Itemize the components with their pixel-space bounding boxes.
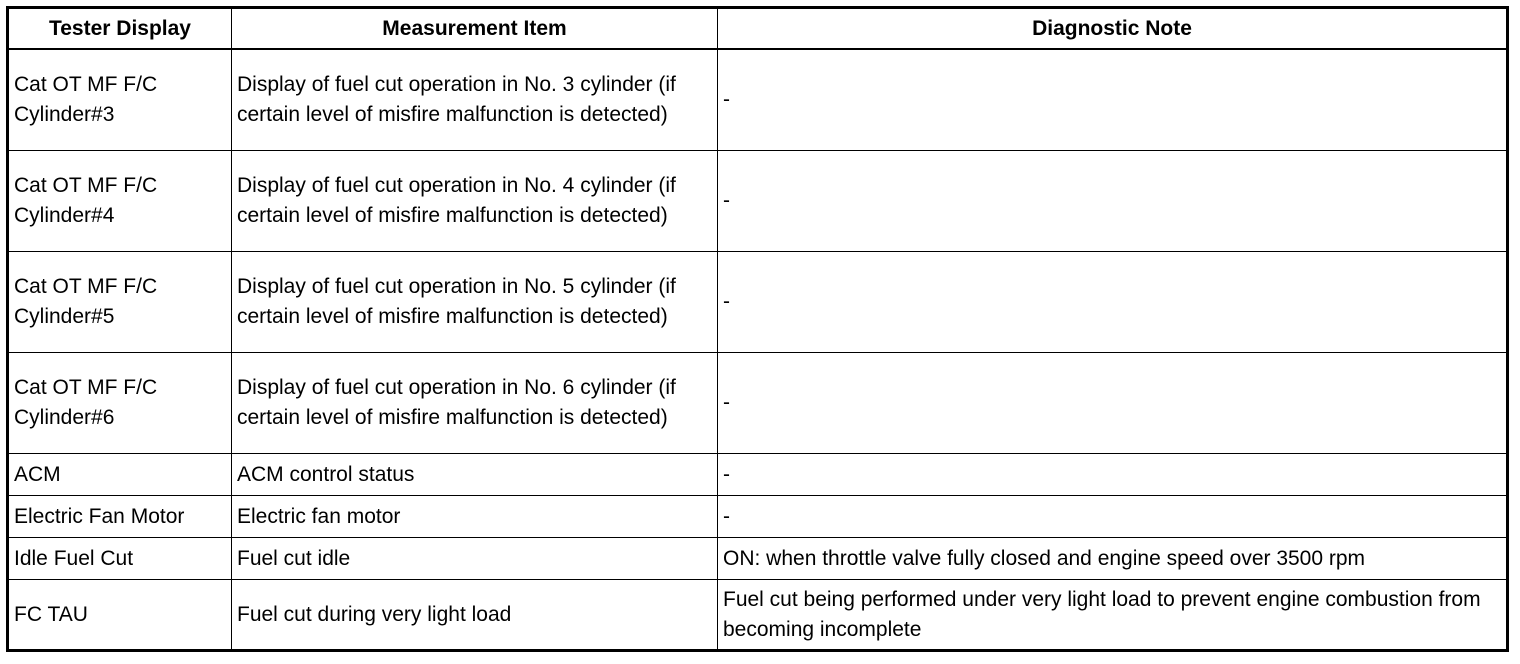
table-row: [8, 252, 1508, 353]
cell-tester-display: FC TAU: [8, 580, 232, 651]
cell-measurement-item: Display of fuel cut operation in No. 6 cylinder (if certain level of misfire malfunction is detected): [232, 353, 718, 454]
table-row: [8, 496, 1508, 538]
cell-measurement-item: Display of fuel cut operation in No. 3 cylinder (if certain level of misfire malfunction is detected): [232, 49, 718, 151]
table-row: [8, 151, 1508, 252]
header-tester-display: Tester Display: [8, 8, 232, 50]
cell-measurement-item: Electric fan motor: [232, 496, 718, 538]
cell-measurement-item: Display of fuel cut operation in No. 5 cylinder (if certain level of misfire malfunction is detected): [232, 252, 718, 353]
cell-tester-display: Cat OT MF F/C Cylinder#4: [8, 151, 232, 252]
cell-tester-display: Cat OT MF F/C Cylinder#5: [8, 252, 232, 353]
table-row: [8, 580, 1508, 651]
cell-diagnostic-note: -: [718, 353, 1508, 454]
cell-measurement-item: Fuel cut during very light load: [232, 580, 718, 651]
cell-diagnostic-note: -: [718, 496, 1508, 538]
cell-tester-display: Cat OT MF F/C Cylinder#6: [8, 353, 232, 454]
table-row: [8, 454, 1508, 496]
cell-diagnostic-note: ON: when throttle valve fully closed and engine speed over 3500 rpm: [718, 538, 1508, 580]
cell-tester-display: Idle Fuel Cut: [8, 538, 232, 580]
cell-diagnostic-note: -: [718, 49, 1508, 151]
cell-measurement-item: ACM control status: [232, 454, 718, 496]
cell-diagnostic-note: -: [718, 454, 1508, 496]
header-diagnostic-note: Diagnostic Note: [718, 8, 1508, 50]
cell-measurement-item: Display of fuel cut operation in No. 4 cylinder (if certain level of misfire malfunction is detected): [232, 151, 718, 252]
cell-diagnostic-note: -: [718, 252, 1508, 353]
cell-measurement-item: Fuel cut idle: [232, 538, 718, 580]
header-measurement-item: Measurement Item: [232, 8, 718, 50]
table-row: [8, 49, 1508, 151]
cell-tester-display: Electric Fan Motor: [8, 496, 232, 538]
cell-tester-display: ACM: [8, 454, 232, 496]
data-list-table: [6, 6, 1509, 652]
table-header-row: [8, 8, 1508, 50]
cell-diagnostic-note: Fuel cut being performed under very light load to prevent engine combustion from becoming incomplete: [718, 580, 1508, 651]
table-row: [8, 538, 1508, 580]
table-row: [8, 353, 1508, 454]
cell-diagnostic-note: -: [718, 151, 1508, 252]
cell-tester-display: Cat OT MF F/C Cylinder#3: [8, 49, 232, 151]
data-list-table-container: [6, 6, 1506, 652]
